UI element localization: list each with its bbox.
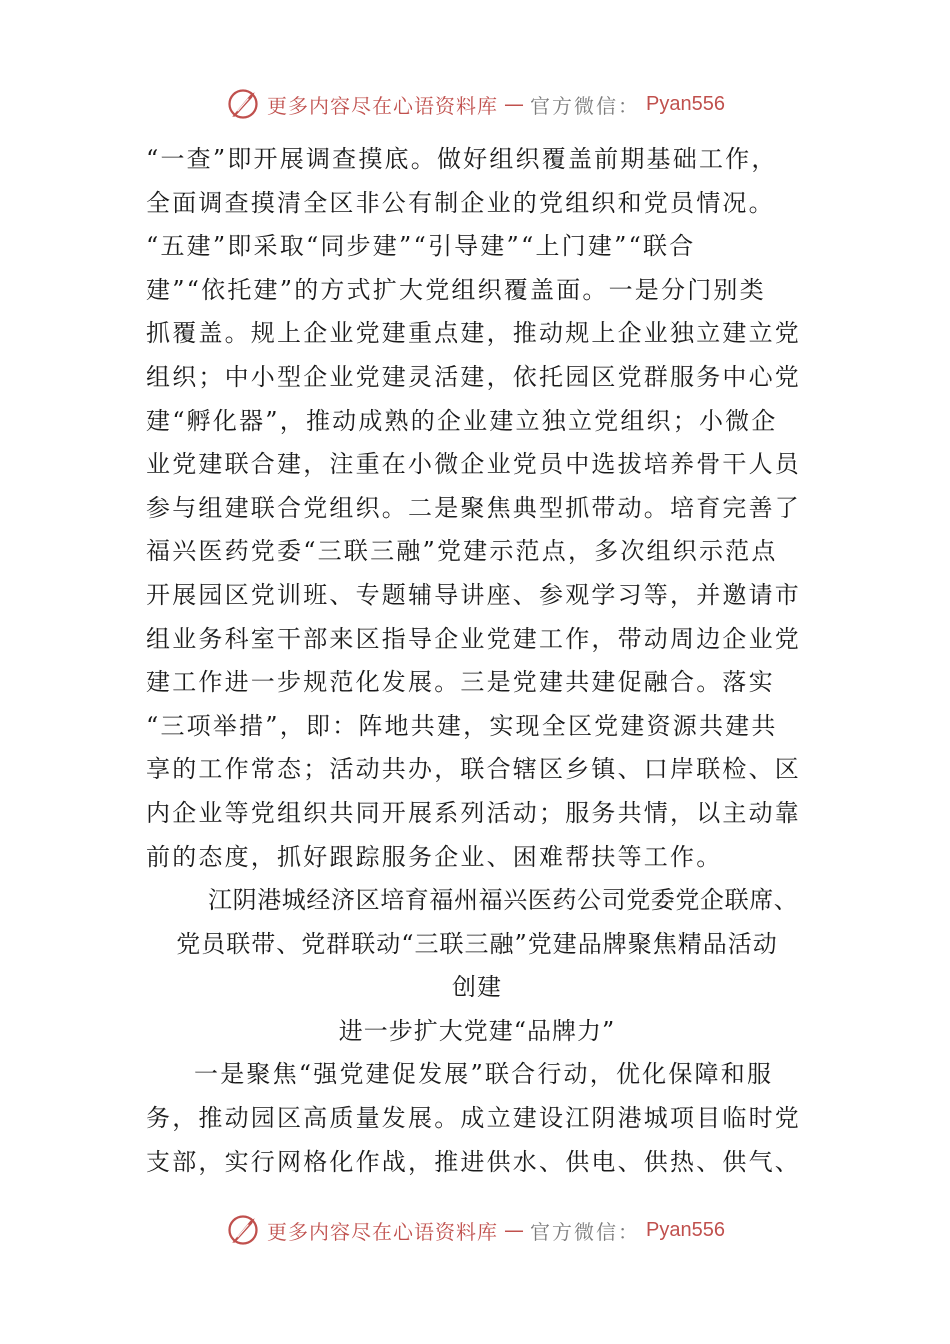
- text-line: “一查”即开展调查摸底。做好组织覆盖前期基础工作，: [146, 145, 778, 173]
- watermark-wechat-id: Pyan556: [646, 1218, 725, 1241]
- document-body: [146, 138, 808, 1184]
- heading-line: 党员联带、党群联动“三联三融”党建品牌聚焦精品活动: [176, 929, 778, 958]
- text-line: 一是聚焦“强党建促发展”联合行动，优化保障和服: [194, 1060, 774, 1089]
- watermark-dash: —: [504, 92, 525, 116]
- text-line: 前的态度，抓好跟踪服务企业、困难帮扶等工作。: [146, 842, 723, 871]
- watermark-dash: —: [504, 1218, 525, 1242]
- paragraph-one: [146, 138, 808, 879]
- footer-watermark: [0, 1210, 950, 1250]
- text-line: 组织；中小型企业党建灵活建，依托园区党群服务中心党: [146, 362, 801, 391]
- watermark-site-text: 更多内容尽在心语资料库: [267, 1219, 499, 1244]
- watermark-official-label: 官方微信：: [530, 1219, 641, 1244]
- text-line: 开展园区党训班、专题辅导讲座、参观学习等，并邀请市: [146, 580, 801, 609]
- text-line: 建工作进一步规范化发展。三是党建共建促融合。落实: [146, 668, 775, 697]
- text-line: 组业务科室干部来区指导企业党建工作，带动周边企业党: [146, 624, 801, 653]
- section-heading: [146, 879, 808, 1053]
- paragraph-two: [146, 1053, 808, 1184]
- text-line: 参与组建联合党组织。二是聚焦典型抓带动。培育完善了: [146, 493, 801, 522]
- text-line: 支部，实行网格化作战，推进供水、供电、供热、供气、: [146, 1147, 801, 1176]
- text-line: 内企业等党组织共同开展系列活动；服务共情，以主动靠: [146, 798, 801, 827]
- heading-line: 江阴港城经济区培育福州福兴医药公司党委党企联席、: [208, 886, 799, 915]
- text-line: 建”“依托建”的方式扩大党组织覆盖面。一是分门别类: [146, 275, 766, 304]
- quill-pen-logo-icon: [225, 86, 261, 122]
- text-line: “五建”即采取“同步建”“引导建”“上门建”“联合: [146, 232, 696, 261]
- subheading-line: 进一步扩大党建“品牌力”: [338, 1016, 616, 1045]
- header-watermark: [0, 84, 950, 124]
- text-line: 务，推动园区高质量发展。成立建设江阴港城项目临时党: [146, 1104, 801, 1133]
- quill-pen-logo-icon: [225, 1212, 261, 1248]
- text-line: 全面调查摸清全区非公有制企业的党组织和党员情况。: [146, 188, 775, 217]
- watermark-official-label: 官方微信：: [530, 93, 641, 118]
- text-line: 抓覆盖。规上企业党建重点建，推动规上企业独立建立党: [146, 319, 801, 348]
- text-line: “三项举措”，即：阵地共建，实现全区党建资源共建共: [146, 711, 778, 740]
- text-line: 福兴医药党委“三联三融”党建示范点，多次组织示范点: [146, 537, 778, 566]
- text-line: 建“孵化器”，推动成熟的企业建立独立党组织；小微企: [146, 406, 778, 435]
- heading-line: 创建: [452, 973, 502, 1002]
- watermark-wechat-id: Pyan556: [646, 92, 725, 115]
- text-line: 享的工作常态；活动共办，联合辖区乡镇、口岸联检、区: [146, 755, 801, 784]
- text-line: 业党建联合建，注重在小微企业党员中选拔培养骨干人员: [146, 450, 801, 479]
- watermark-site-text: 更多内容尽在心语资料库: [267, 93, 499, 118]
